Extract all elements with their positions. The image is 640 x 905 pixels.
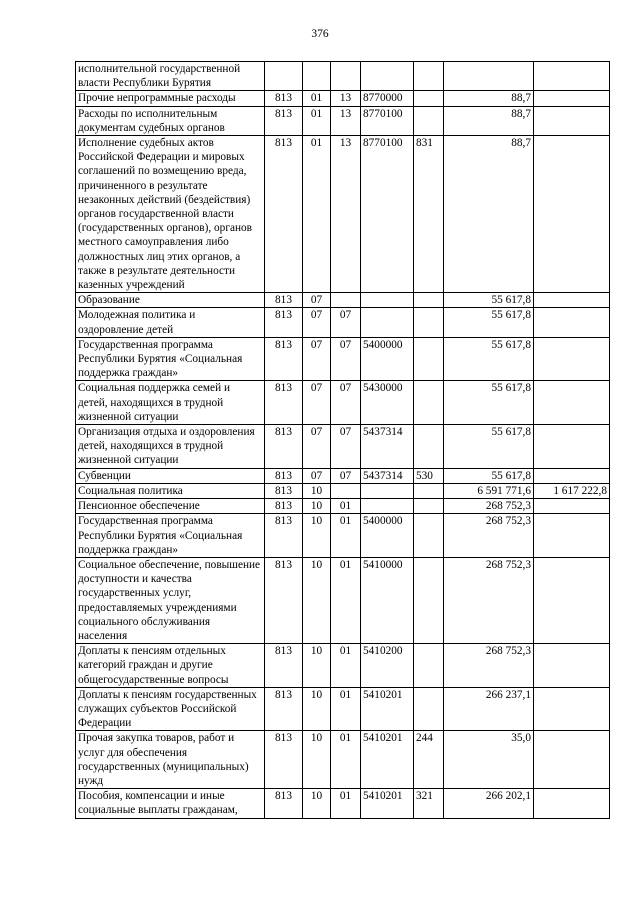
subvention-amount-cell	[534, 62, 610, 91]
row-name-cell: Субвенции	[76, 468, 265, 483]
section-code-cell: 01	[303, 106, 331, 135]
table-row	[76, 468, 610, 483]
ministry-code-cell: 813	[265, 483, 303, 498]
ministry-code-cell: 813	[265, 468, 303, 483]
subvention-amount-cell	[534, 425, 610, 469]
section-code-cell: 10	[303, 483, 331, 498]
table-row	[76, 91, 610, 106]
section-code-cell: 07	[303, 425, 331, 469]
amount-cell: 35,0	[444, 731, 534, 789]
amount-cell: 268 752,3	[444, 644, 534, 688]
target-item-cell	[361, 62, 414, 91]
target-item-cell: 5410201	[361, 789, 414, 818]
subsection-code-cell: 01	[331, 731, 361, 789]
expense-type-cell: 530	[414, 468, 444, 483]
target-item-cell: 5437314	[361, 425, 414, 469]
table-row	[76, 381, 610, 425]
section-code-cell: 07	[303, 337, 331, 381]
subvention-amount-cell	[534, 687, 610, 731]
ministry-code-cell: 813	[265, 381, 303, 425]
section-code-cell	[303, 62, 331, 91]
amount-cell: 55 617,8	[444, 308, 534, 337]
table-row	[76, 106, 610, 135]
target-item-cell: 5410200	[361, 644, 414, 688]
table-row	[76, 483, 610, 498]
row-name-cell: Социальная политика	[76, 483, 265, 498]
ministry-code-cell: 813	[265, 731, 303, 789]
subsection-code-cell: 01	[331, 644, 361, 688]
subvention-amount-cell	[534, 381, 610, 425]
section-code-cell: 07	[303, 468, 331, 483]
target-item-cell: 8770100	[361, 136, 414, 293]
section-code-cell: 10	[303, 687, 331, 731]
section-code-cell: 10	[303, 557, 331, 643]
section-code-cell: 10	[303, 731, 331, 789]
row-name-cell: Пособия, компенсации и иные социальные выплаты гражданам,	[76, 789, 265, 818]
subsection-code-cell	[331, 293, 361, 308]
amount-cell	[444, 62, 534, 91]
table-row	[76, 687, 610, 731]
ministry-code-cell: 813	[265, 789, 303, 818]
subsection-code-cell: 07	[331, 381, 361, 425]
ministry-code-cell: 813	[265, 136, 303, 293]
row-name-cell: Доплаты к пенсиям отдельных категорий граждан и другие общегосударственные вопросы	[76, 644, 265, 688]
expense-type-cell	[414, 483, 444, 498]
subsection-code-cell: 07	[331, 468, 361, 483]
ministry-code-cell: 813	[265, 644, 303, 688]
section-code-cell: 10	[303, 499, 331, 514]
subsection-code-cell: 01	[331, 687, 361, 731]
expense-type-cell	[414, 293, 444, 308]
subsection-code-cell: 07	[331, 308, 361, 337]
subvention-amount-cell	[534, 106, 610, 135]
amount-cell: 268 752,3	[444, 557, 534, 643]
row-name-cell: Доплаты к пенсиям государственных служащих субъектов Российской Федерации	[76, 687, 265, 731]
amount-cell: 268 752,3	[444, 514, 534, 558]
section-code-cell: 01	[303, 136, 331, 293]
subvention-amount-cell	[534, 468, 610, 483]
subvention-amount-cell	[534, 293, 610, 308]
table-row	[76, 499, 610, 514]
amount-cell: 268 752,3	[444, 499, 534, 514]
subvention-amount-cell	[534, 499, 610, 514]
amount-cell: 55 617,8	[444, 293, 534, 308]
target-item-cell: 5437314	[361, 468, 414, 483]
row-name-cell: Государственная программа Республики Бурятия «Социальная поддержка граждан»	[76, 514, 265, 558]
subsection-code-cell: 07	[331, 337, 361, 381]
table-row	[76, 514, 610, 558]
ministry-code-cell: 813	[265, 514, 303, 558]
expense-type-cell	[414, 308, 444, 337]
expense-type-cell	[414, 687, 444, 731]
ministry-code-cell: 813	[265, 106, 303, 135]
target-item-cell: 8770100	[361, 106, 414, 135]
row-name-cell: Прочие непрограммные расходы	[76, 91, 265, 106]
section-code-cell: 07	[303, 381, 331, 425]
table-row	[76, 136, 610, 293]
subsection-code-cell: 01	[331, 557, 361, 643]
target-item-cell	[361, 293, 414, 308]
subsection-code-cell	[331, 483, 361, 498]
ministry-code-cell: 813	[265, 91, 303, 106]
section-code-cell: 07	[303, 308, 331, 337]
expense-type-cell	[414, 514, 444, 558]
subvention-amount-cell	[534, 308, 610, 337]
expense-type-cell: 831	[414, 136, 444, 293]
subvention-amount-cell	[534, 557, 610, 643]
amount-cell: 88,7	[444, 136, 534, 293]
amount-cell: 55 617,8	[444, 425, 534, 469]
table-row	[76, 308, 610, 337]
table-row	[76, 425, 610, 469]
section-code-cell: 10	[303, 644, 331, 688]
subsection-code-cell: 01	[331, 514, 361, 558]
expense-type-cell	[414, 499, 444, 514]
subvention-amount-cell	[534, 136, 610, 293]
row-name-cell: Прочая закупка товаров, работ и услуг для обеспечения государственных (муниципальных) нужд	[76, 731, 265, 789]
ministry-code-cell: 813	[265, 337, 303, 381]
table-row	[76, 789, 610, 818]
expense-type-cell	[414, 557, 444, 643]
expense-type-cell: 244	[414, 731, 444, 789]
budget-table	[75, 61, 610, 819]
section-code-cell: 10	[303, 789, 331, 818]
row-name-cell: Государственная программа Республики Бурятия «Социальная поддержка граждан»	[76, 337, 265, 381]
row-name-cell: Социальное обеспечение, повышение доступности и качества государственных услуг, предоставляемых учреждениями социального обслуживания населения	[76, 557, 265, 643]
expense-type-cell: 321	[414, 789, 444, 818]
table-row	[76, 644, 610, 688]
row-name-cell: Организация отдыха и оздоровления детей, находящихся в трудной жизненной ситуации	[76, 425, 265, 469]
row-name-cell: Расходы по исполнительным документам судебных органов	[76, 106, 265, 135]
subsection-code-cell: 13	[331, 106, 361, 135]
amount-cell: 88,7	[444, 106, 534, 135]
expense-type-cell	[414, 381, 444, 425]
amount-cell: 266 237,1	[444, 687, 534, 731]
expense-type-cell	[414, 425, 444, 469]
table-row	[76, 293, 610, 308]
amount-cell: 55 617,8	[444, 468, 534, 483]
table-row	[76, 557, 610, 643]
target-item-cell: 5410201	[361, 687, 414, 731]
row-name-cell: Образование	[76, 293, 265, 308]
amount-cell: 88,7	[444, 91, 534, 106]
target-item-cell: 5410201	[361, 731, 414, 789]
expense-type-cell	[414, 644, 444, 688]
subvention-amount-cell	[534, 514, 610, 558]
row-name-cell: Пенсионное обеспечение	[76, 499, 265, 514]
subsection-code-cell: 13	[331, 136, 361, 293]
ministry-code-cell: 813	[265, 308, 303, 337]
page-number: 376	[311, 28, 329, 40]
section-code-cell: 10	[303, 514, 331, 558]
target-item-cell: 5400000	[361, 337, 414, 381]
subvention-amount-cell	[534, 731, 610, 789]
expense-type-cell	[414, 337, 444, 381]
target-item-cell: 5410000	[361, 557, 414, 643]
subsection-code-cell	[331, 62, 361, 91]
subvention-amount-cell	[534, 91, 610, 106]
ministry-code-cell	[265, 62, 303, 91]
ministry-code-cell: 813	[265, 293, 303, 308]
expense-type-cell	[414, 62, 444, 91]
amount-cell: 266 202,1	[444, 789, 534, 818]
table-row	[76, 62, 610, 91]
table-row	[76, 731, 610, 789]
target-item-cell	[361, 483, 414, 498]
target-item-cell: 5430000	[361, 381, 414, 425]
amount-cell: 55 617,8	[444, 337, 534, 381]
subsection-code-cell: 13	[331, 91, 361, 106]
row-name-cell: Социальная поддержка семей и детей, находящихся в трудной жизненной ситуации	[76, 381, 265, 425]
subvention-amount-cell: 1 617 222,8	[534, 483, 610, 498]
subsection-code-cell: 01	[331, 789, 361, 818]
table-row	[76, 337, 610, 381]
amount-cell: 55 617,8	[444, 381, 534, 425]
ministry-code-cell: 813	[265, 499, 303, 514]
subsection-code-cell: 01	[331, 499, 361, 514]
target-item-cell	[361, 308, 414, 337]
ministry-code-cell: 813	[265, 557, 303, 643]
section-code-cell: 07	[303, 293, 331, 308]
row-name-cell: Исполнение судебных актов Российской Федерации и мировых соглашений по возмещению вреда, причиненного в результате незаконных действий (бездействия) органов государственной власти (государственных органов), органов местного самоуправления либо должностных лиц этих органов, а также в результате деятельности казенных учреждений	[76, 136, 265, 293]
target-item-cell: 5400000	[361, 514, 414, 558]
ministry-code-cell: 813	[265, 687, 303, 731]
row-name-cell: исполнительной государственной власти Республики Бурятия	[76, 62, 265, 91]
target-item-cell	[361, 499, 414, 514]
target-item-cell: 8770000	[361, 91, 414, 106]
table-body	[76, 62, 610, 819]
section-code-cell: 01	[303, 91, 331, 106]
expense-type-cell	[414, 106, 444, 135]
subsection-code-cell: 07	[331, 425, 361, 469]
subvention-amount-cell	[534, 337, 610, 381]
ministry-code-cell: 813	[265, 425, 303, 469]
row-name-cell: Молодежная политика и оздоровление детей	[76, 308, 265, 337]
expense-type-cell	[414, 91, 444, 106]
subvention-amount-cell	[534, 789, 610, 818]
amount-cell: 6 591 771,6	[444, 483, 534, 498]
subvention-amount-cell	[534, 644, 610, 688]
